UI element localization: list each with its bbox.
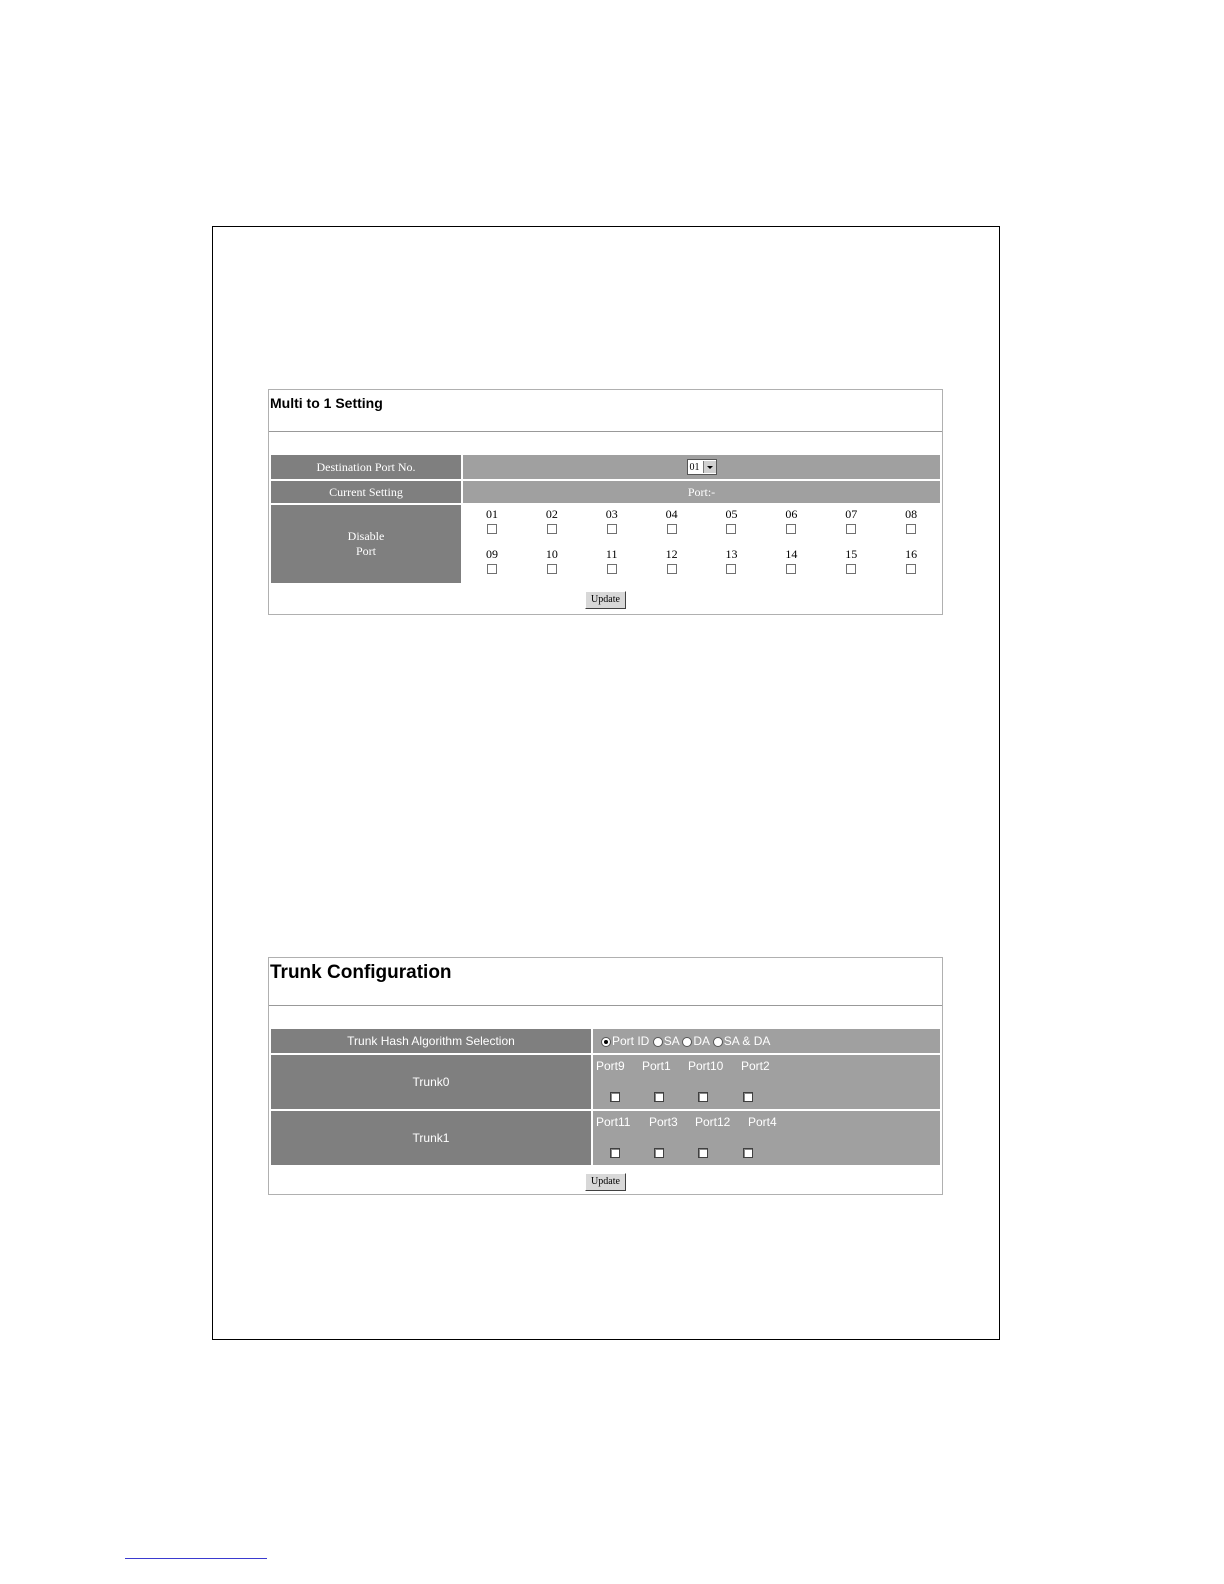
port-number: 05: [725, 507, 738, 521]
trunk0-label: Trunk0: [271, 1055, 591, 1109]
port-checkbox[interactable]: [846, 564, 856, 574]
trunk-update-button[interactable]: Update: [585, 1173, 626, 1191]
port-cell: [583, 545, 641, 583]
trunk0-port-name: Port10: [688, 1059, 724, 1073]
trunk0-port-checkbox[interactable]: [610, 1092, 620, 1102]
radio-label: DA: [693, 1034, 710, 1048]
port-number: 01: [485, 507, 498, 521]
hash-algorithm-options: [593, 1029, 940, 1053]
port-number: 08: [905, 507, 918, 521]
port-checkbox[interactable]: [726, 524, 736, 534]
disable-label-line1: Disable: [347, 529, 385, 543]
chevron-down-icon[interactable]: [703, 461, 716, 473]
port-number: 06: [785, 507, 798, 521]
port-cell: [882, 545, 940, 583]
port-number: 11: [605, 547, 618, 561]
port-checkbox[interactable]: [786, 524, 796, 534]
port-cell: [583, 505, 641, 543]
port-cell: [703, 505, 761, 543]
trunk0-ports: [593, 1055, 940, 1109]
trunk1-port-checkbox[interactable]: [610, 1148, 620, 1158]
trunk0-port-checkbox[interactable]: [654, 1092, 664, 1102]
multi-spacer: [269, 432, 942, 453]
radio-sa[interactable]: [653, 1037, 663, 1047]
current-setting-value: Port:-: [463, 481, 940, 503]
radio-label: SA: [663, 1034, 680, 1048]
port-cell: [703, 545, 761, 583]
dest-port-value: 01: [689, 461, 700, 473]
trunk0-port-checkbox[interactable]: [698, 1092, 708, 1102]
port-checkbox[interactable]: [547, 524, 557, 534]
radio-label: SA & DA: [723, 1034, 771, 1048]
port-checkbox[interactable]: [906, 524, 916, 534]
trunk1-port-name: Port12: [695, 1115, 731, 1129]
trunk0-port-name: Port9: [596, 1059, 625, 1073]
port-checkbox[interactable]: [786, 564, 796, 574]
radio-sa-da[interactable]: [713, 1037, 723, 1047]
port-cell: [463, 545, 521, 583]
trunk-title: Trunk Configuration: [269, 958, 942, 1006]
port-checkbox[interactable]: [487, 524, 497, 534]
port-cell: [523, 505, 581, 543]
port-checkbox[interactable]: [607, 564, 617, 574]
port-cell: [882, 505, 940, 543]
dest-port-label: Destination Port No.: [271, 455, 461, 479]
port-checkbox[interactable]: [607, 524, 617, 534]
trunk1-ports: [593, 1111, 940, 1165]
port-cell: [822, 545, 880, 583]
trunk-spacer: [269, 1006, 942, 1027]
trunk0-port-name: Port2: [741, 1059, 770, 1073]
port-checkbox[interactable]: [487, 564, 497, 574]
trunk0-port-checkbox[interactable]: [743, 1092, 753, 1102]
current-setting-label: Current Setting: [271, 481, 461, 503]
trunk1-port-name: Port11: [596, 1115, 631, 1129]
trunk1-label: Trunk1: [271, 1111, 591, 1165]
port-number: 04: [665, 507, 678, 521]
multi-footer: [271, 585, 940, 612]
dest-port-cell: [463, 455, 940, 479]
port-number: 16: [905, 547, 918, 561]
port-cell: [643, 545, 701, 583]
port-number: 12: [665, 547, 678, 561]
port-checkbox[interactable]: [547, 564, 557, 574]
multi-update-button[interactable]: Update: [585, 591, 626, 609]
port-cell: [762, 505, 820, 543]
port-number: 14: [785, 547, 798, 561]
radio-da[interactable]: [682, 1037, 692, 1047]
port-number: 07: [845, 507, 858, 521]
port-number: 02: [545, 507, 558, 521]
port-cell: [523, 545, 581, 583]
hash-algorithm-label: Trunk Hash Algorithm Selection: [271, 1029, 591, 1053]
trunk1-port-checkbox[interactable]: [698, 1148, 708, 1158]
port-checkbox[interactable]: [667, 564, 677, 574]
port-cell: [822, 505, 880, 543]
multi-table: [269, 453, 942, 614]
radio-label: Port ID: [612, 1034, 650, 1048]
port-number: 13: [725, 547, 738, 561]
disable-label-line2: Port: [355, 544, 376, 558]
port-cell: [463, 505, 521, 543]
trunk1-port-name: Port3: [649, 1115, 678, 1129]
trunk1-port-checkbox[interactable]: [743, 1148, 753, 1158]
port-number: 09: [485, 547, 498, 561]
trunk1-port-name: Port4: [748, 1115, 777, 1129]
port-cell: [643, 505, 701, 543]
trunk-table: [269, 1027, 942, 1196]
port-checkbox[interactable]: [846, 524, 856, 534]
radio-port-id[interactable]: [601, 1037, 611, 1047]
port-number: 03: [605, 507, 618, 521]
dest-port-select[interactable]: [687, 459, 717, 475]
port-checkbox[interactable]: [906, 564, 916, 574]
multi-title: Multi to 1 Setting: [269, 390, 942, 432]
port-checkbox[interactable]: [667, 524, 677, 534]
footer-link-underline: [125, 1558, 267, 1559]
trunk0-port-name: Port1: [642, 1059, 671, 1073]
trunk-panel: [268, 957, 943, 1195]
trunk1-port-checkbox[interactable]: [654, 1148, 664, 1158]
port-number: 10: [545, 547, 558, 561]
trunk-footer: [271, 1167, 940, 1194]
port-cell: [762, 545, 820, 583]
disable-port-label: [271, 505, 461, 583]
port-number: 15: [845, 547, 858, 561]
multi-to-1-panel: [268, 389, 943, 615]
port-checkbox[interactable]: [726, 564, 736, 574]
